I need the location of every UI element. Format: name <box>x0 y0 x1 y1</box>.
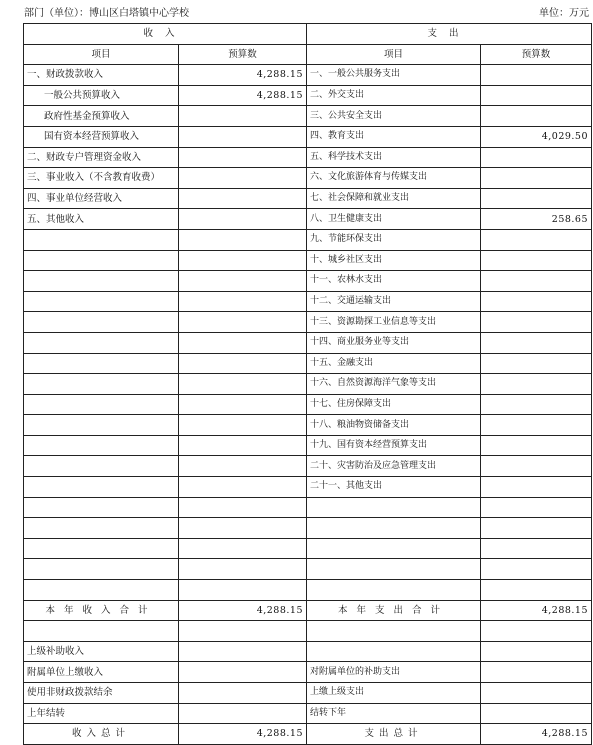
income-item: 使用非财政拨款结余 <box>24 683 179 704</box>
expense-value <box>481 291 592 312</box>
expense-item: 三、公共安全支出 <box>307 106 481 127</box>
table-row <box>24 497 592 518</box>
unit-label: 单位：万元 <box>539 8 589 19</box>
expense-value <box>481 621 592 642</box>
table-row <box>24 65 592 86</box>
table-row <box>24 538 592 559</box>
table-row <box>24 332 592 353</box>
income-section-header: 收入 <box>24 24 307 45</box>
income-item <box>24 518 179 539</box>
income-value <box>179 683 307 704</box>
expense-value <box>481 106 592 127</box>
income-value <box>179 415 307 436</box>
income-value <box>179 188 307 209</box>
department-label: 部门（单位）：博山区白塔镇中心学校 <box>24 8 189 19</box>
income-value <box>179 168 307 189</box>
income-value <box>179 394 307 415</box>
expense-value <box>481 374 592 395</box>
income-value <box>179 477 307 498</box>
income-item <box>24 580 179 601</box>
expense-section-header: 支出 <box>307 24 592 45</box>
income-item <box>24 621 179 642</box>
income-item <box>24 415 179 436</box>
income-item: 收入总计 <box>24 724 179 745</box>
expense-item: 十三、资源勘探工业信息等支出 <box>307 312 481 333</box>
income-value <box>179 126 307 147</box>
income-item: 二、财政专户管理资金收入 <box>24 147 179 168</box>
year-total-row <box>24 600 592 621</box>
table-row <box>24 683 592 704</box>
table-row <box>24 271 592 292</box>
expense-item: 十一、农林水支出 <box>307 271 481 292</box>
table-row <box>24 106 592 127</box>
table-row <box>24 456 592 477</box>
expense-item: 二十、灾害防治及应急管理支出 <box>307 456 481 477</box>
expense-item: 四、教育支出 <box>307 126 481 147</box>
income-item: 政府性基金预算收入 <box>24 106 179 127</box>
income-item: 附属单位上缴收入 <box>24 662 179 683</box>
table-row <box>24 168 592 189</box>
expense-item: 对附属单位的补助支出 <box>307 662 481 683</box>
expense-item: 十九、国有资本经营预算支出 <box>307 435 481 456</box>
expense-value <box>481 394 592 415</box>
income-value <box>179 106 307 127</box>
table-row <box>24 353 592 374</box>
table-row <box>24 188 592 209</box>
income-item <box>24 271 179 292</box>
table-row <box>24 291 592 312</box>
expense-item: 支出总计 <box>307 724 481 745</box>
expense-item: 结转下年 <box>307 703 481 724</box>
expense-value: 258.65 <box>481 209 592 230</box>
expense-value <box>481 518 592 539</box>
income-value <box>179 580 307 601</box>
table-row <box>24 435 592 456</box>
table-row <box>24 147 592 168</box>
table-row <box>24 394 592 415</box>
expense-item: 十八、粮油物资储备支出 <box>307 415 481 436</box>
income-item <box>24 456 179 477</box>
expense-value <box>481 641 592 662</box>
expense-value <box>481 188 592 209</box>
expense-item: 九、节能环保支出 <box>307 229 481 250</box>
table-row <box>24 85 592 106</box>
expense-value <box>481 456 592 477</box>
income-value <box>179 271 307 292</box>
table-row <box>24 415 592 436</box>
expense-value <box>481 147 592 168</box>
expense-item: 十六、自然资源海洋气象等支出 <box>307 374 481 395</box>
income-value <box>179 538 307 559</box>
income-item <box>24 312 179 333</box>
income-value: 4,288.15 <box>179 65 307 86</box>
expense-item <box>307 518 481 539</box>
expense-value <box>481 580 592 601</box>
income-value <box>179 641 307 662</box>
expense-value <box>481 312 592 333</box>
expense-value <box>481 415 592 436</box>
expense-value <box>481 477 592 498</box>
expense-item: 五、科学技术支出 <box>307 147 481 168</box>
expense-item: 八、卫生健康支出 <box>307 209 481 230</box>
column-header-row <box>24 44 592 65</box>
expense-item: 十七、住房保障支出 <box>307 394 481 415</box>
expense-budget-header: 预算数 <box>481 44 592 65</box>
income-item <box>24 497 179 518</box>
income-item: 五、其他收入 <box>24 209 179 230</box>
income-value: 4,288.15 <box>179 85 307 106</box>
income-item <box>24 229 179 250</box>
expense-value <box>481 271 592 292</box>
income-value <box>179 559 307 580</box>
income-item <box>24 538 179 559</box>
expense-item <box>307 497 481 518</box>
income-item: 四、事业单位经营收入 <box>24 188 179 209</box>
income-value <box>179 621 307 642</box>
expense-value: 4,029.50 <box>481 126 592 147</box>
income-value <box>179 374 307 395</box>
expense-item: 十四、商业服务业等支出 <box>307 332 481 353</box>
expense-item: 二、外交支出 <box>307 85 481 106</box>
income-item: 一、财政拨款收入 <box>24 65 179 86</box>
income-item <box>24 477 179 498</box>
table-row <box>24 229 592 250</box>
income-value <box>179 332 307 353</box>
income-item: 上级补助收入 <box>24 641 179 662</box>
expense-item: 六、文化旅游体育与传媒支出 <box>307 168 481 189</box>
expense-item: 十、城乡社区支出 <box>307 250 481 271</box>
blank-row <box>24 621 592 642</box>
income-item <box>24 394 179 415</box>
income-item: 上年结转 <box>24 703 179 724</box>
income-value: 4,288.15 <box>179 600 307 621</box>
expense-value <box>481 662 592 683</box>
income-item <box>24 374 179 395</box>
expense-value <box>481 65 592 86</box>
income-item: 本年收入合计 <box>24 600 179 621</box>
income-value <box>179 497 307 518</box>
expense-item <box>307 538 481 559</box>
income-item: 一般公共预算收入 <box>24 85 179 106</box>
expense-value <box>481 250 592 271</box>
expense-item: 本年支出合计 <box>307 600 481 621</box>
expense-item: 上缴上级支出 <box>307 683 481 704</box>
expense-value <box>481 559 592 580</box>
table-row <box>24 559 592 580</box>
table-row <box>24 250 592 271</box>
expense-item: 二十一、其他支出 <box>307 477 481 498</box>
expense-item <box>307 641 481 662</box>
expense-value <box>481 538 592 559</box>
income-value <box>179 312 307 333</box>
expense-value <box>481 229 592 250</box>
expense-item <box>307 580 481 601</box>
expense-value <box>481 168 592 189</box>
expense-value <box>481 683 592 704</box>
income-value <box>179 662 307 683</box>
table-row <box>24 126 592 147</box>
income-value <box>179 353 307 374</box>
income-item <box>24 559 179 580</box>
income-value <box>179 456 307 477</box>
expense-value <box>481 353 592 374</box>
expense-item: 十五、金融支出 <box>307 353 481 374</box>
section-row <box>24 24 592 45</box>
income-item <box>24 250 179 271</box>
table-row <box>24 518 592 539</box>
income-value <box>179 229 307 250</box>
income-item: 三、事业收入（不含教育收费） <box>24 168 179 189</box>
income-value <box>179 703 307 724</box>
expense-value <box>481 497 592 518</box>
table-row <box>24 374 592 395</box>
expense-value <box>481 435 592 456</box>
expense-item: 十二、交通运输支出 <box>307 291 481 312</box>
income-budget-header: 预算数 <box>179 44 307 65</box>
grand-total-row <box>24 724 592 745</box>
table-row <box>24 477 592 498</box>
income-value <box>179 435 307 456</box>
income-value: 4,288.15 <box>179 724 307 745</box>
table-row <box>24 662 592 683</box>
income-item-header: 项目 <box>24 44 179 65</box>
income-value <box>179 518 307 539</box>
table-row <box>24 580 592 601</box>
income-value <box>179 147 307 168</box>
income-item <box>24 332 179 353</box>
expense-value <box>481 332 592 353</box>
income-item <box>24 435 179 456</box>
income-item <box>24 291 179 312</box>
table-row <box>24 703 592 724</box>
budget-table-body <box>24 24 592 745</box>
expense-value: 4,288.15 <box>481 724 592 745</box>
income-item <box>24 353 179 374</box>
income-value <box>179 209 307 230</box>
table-row <box>24 312 592 333</box>
table-row <box>24 641 592 662</box>
expense-item-header: 项目 <box>307 44 481 65</box>
expense-value <box>481 85 592 106</box>
expense-item: 一、一般公共服务支出 <box>307 65 481 86</box>
expense-item: 七、社会保障和就业支出 <box>307 188 481 209</box>
budget-table <box>23 23 592 745</box>
expense-value <box>481 703 592 724</box>
income-item: 国有资本经营预算收入 <box>24 126 179 147</box>
income-value <box>179 250 307 271</box>
income-value <box>179 291 307 312</box>
expense-value: 4,288.15 <box>481 600 592 621</box>
expense-item <box>307 559 481 580</box>
table-row <box>24 209 592 230</box>
expense-item <box>307 621 481 642</box>
